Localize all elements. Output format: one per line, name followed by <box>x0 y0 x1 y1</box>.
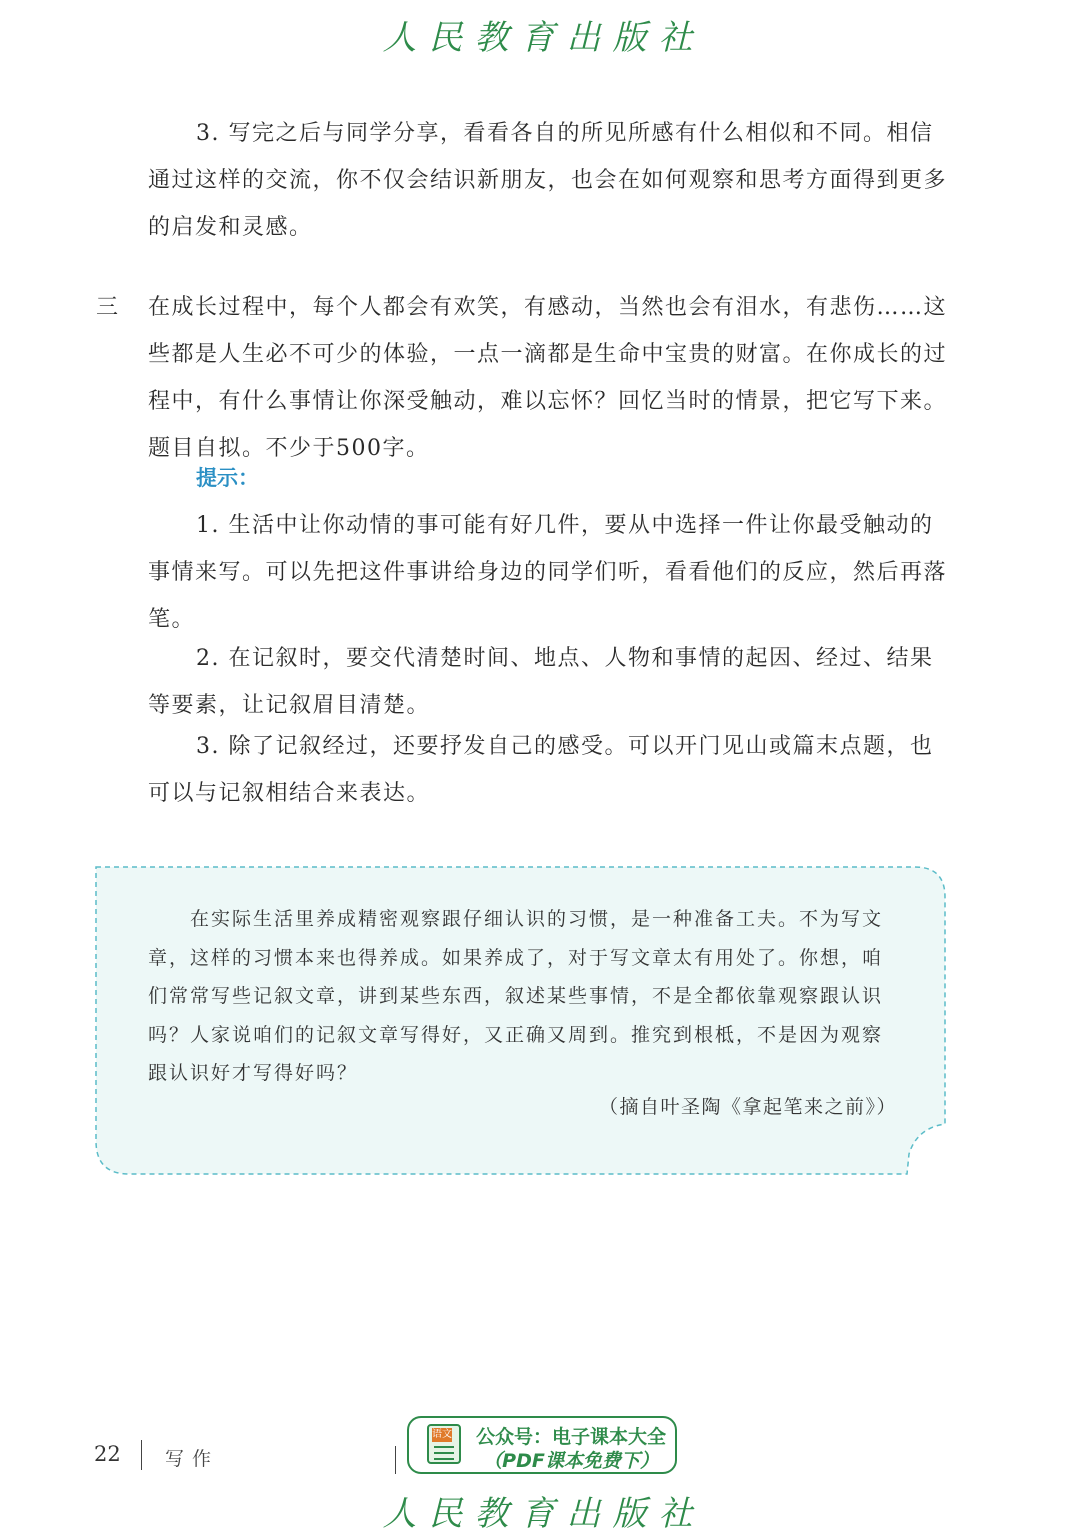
hint3-previous-paragraph: 3. 写完之后与同学分享，看看各自的所见所感有什么相似和不同。相信通过这样的交流，你不仅会结识新朋友，也会在如何观察和思考方面得到更多的启发和灵感。 <box>148 121 948 240</box>
quote-text: 在实际生活里养成精密观察跟仔细认识的习惯，是一种准备工夫。不为写文章，这样的习惯本来也得养成。如果养成了，对于写文章太有用处了。你想，咱们常常写些记叙文章，讲到某些东西，叙述某些事情，不是全都依靠观察跟认识吗？人家说咱们的记叙文章写得好，又正确又周到。推究到根柢，不是因为观察跟认识好才写得好吗？ <box>148 908 884 1084</box>
hint-2: 2. 在记叙时，要交代清楚时间、地点、人物和事情的起因、经过、结果等要素，让记叙眉目清楚。 <box>148 646 934 718</box>
promo-line-1: 公众号：电子课本大全 <box>475 1426 666 1448</box>
footer-divider <box>141 1440 142 1470</box>
hint-1: 1. 生活中让你动情的事可能有好几件，要从中选择一件让你最受触动的事情来写。可以先把这件事讲给身边的同学们听，看看他们的反应，然后再落笔。 <box>148 513 948 632</box>
book-icon <box>427 1424 461 1464</box>
publisher-logo-top: 人民教育出版社 <box>382 18 705 58</box>
hint-3: 3. 除了记叙经过，还要抒发自己的感受。可以开门见山或篇末点题，也可以与记叙相结合来表达。 <box>148 734 934 806</box>
promo-tag: 语文 <box>432 1429 452 1440</box>
hint-title: 提示： <box>196 466 259 490</box>
promo-badge <box>407 1416 677 1474</box>
section-label: 写作 <box>165 1448 220 1470</box>
publisher-logo-bottom: 人民教育出版社 <box>382 1494 705 1534</box>
footer-divider-2 <box>395 1446 396 1474</box>
promo-line-2: （PDF课本免费下） <box>483 1450 659 1472</box>
section-number: 三 <box>96 295 119 320</box>
page-number: 22 <box>94 1442 121 1466</box>
section-prompt: 在成长过程中，每个人都会有欢笑，有感动，当然也会有泪水，有悲伤……这些都是人生必不可少的体验，一点一滴都是生命中宝贵的财富。在你成长的过程中，有什么事情让你深受触动，难以忘怀？回忆当时的情景，把它写下来。题目自拟。不少于500字。 <box>148 295 948 461</box>
quote-source: （摘自叶圣陶《拿起笔来之前》） <box>598 1096 897 1118</box>
